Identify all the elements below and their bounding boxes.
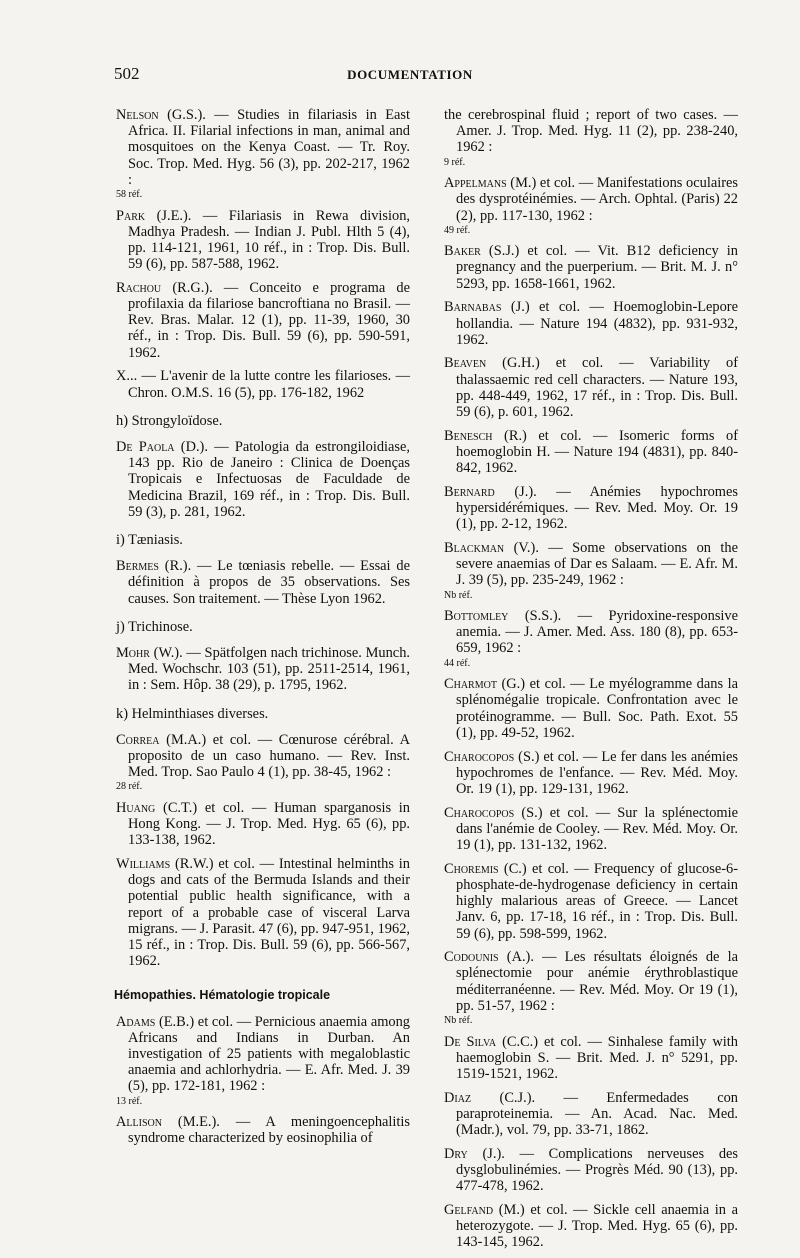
entry-citation: (M.) et col. — Manifestations oculaires des dysprotéinémies. — Arch. Ophtal. (Paris) 22 (2), pp. 117-130, 1962 : xyxy=(456,175,738,224)
entry-citation: (E.B.) et col. — Pernicious anaemia among Africans and Indians in Durban. An investigation of 25 patients with megaloblastic anaemia and achlorhydria. — E. Afr. Med. J. 39 (5), pp. 172-181, 1962 : xyxy=(128,1013,410,1095)
subsection-heading: j) Trichinose. xyxy=(116,618,193,635)
entry-author: Mohr xyxy=(116,644,150,661)
bibliography-entry xyxy=(444,299,738,348)
entry-author: Adams xyxy=(116,1013,156,1030)
entry-citation: (S.) et col. — Sur la splénectomie dans l'anémie de Cooley. — Rev. Méd. Moy. Or. 19 (1), pp. 131-132, 1962. xyxy=(456,804,738,854)
section-heading: Hémopathies. Hématologie tropicale xyxy=(114,988,331,1003)
entry-author: Baker xyxy=(444,243,481,260)
entry-reference-count: 13 réf. xyxy=(116,1095,143,1107)
entry-citation: (A.). — Les résultats éloignés de la splénectomie pour anémie érythroblastique méditerranéenne. — Rev. Méd. Moy. Or 19 (1), pp. 51-57, 1962 : xyxy=(456,949,738,1014)
entry-author: De Paola xyxy=(116,438,175,455)
entry-citation: (C.C.) et col. — Sinhalese family with haemoglobin S. — Brit. Med. J. n° 5291, pp. 1519-1521, 1962. xyxy=(456,1033,739,1082)
entry-citation: the cerebrospinal fluid ; report of two cases. — Amer. J. Trop. Med. Hyg. 11 (2), pp. 238-240, 1962 : xyxy=(444,107,738,156)
entry-reference-count: 28 réf. xyxy=(116,781,143,793)
subsection-heading: i) Tæniasis. xyxy=(116,531,183,548)
entry-citation: (V.). — Some observations on the severe anaemias of Dar es Salaam. — E. Afr. M. J. 39 (5), pp. 235-249, 1962 : xyxy=(456,539,738,589)
entry-author: Gelfand xyxy=(444,1201,494,1218)
bibliography-entry xyxy=(444,243,738,292)
bibliography-entry xyxy=(444,676,738,741)
entry-author: Bottomley xyxy=(444,608,509,625)
page-header xyxy=(110,64,710,88)
entry-citation: (M.E.). — A meningoencephalitis syndrome characterized by eosinophilia of xyxy=(128,1114,410,1147)
bibliography-entry xyxy=(444,1146,738,1195)
subsection-heading: h) Strongyloïdose. xyxy=(116,412,223,429)
bibliography-entry xyxy=(444,608,738,669)
entry-author: Williams xyxy=(116,856,171,873)
entry-author: Park xyxy=(116,207,146,224)
entry-author: Charocopos xyxy=(444,748,515,765)
entry-author: Nelson xyxy=(116,107,159,123)
entry-author: Charocopos xyxy=(444,804,515,821)
entry-reference-count: Nb réf. xyxy=(444,589,473,601)
bibliography-entry xyxy=(444,355,738,420)
entry-author: Huang xyxy=(116,799,156,816)
entry-author: Blackman xyxy=(444,539,505,556)
bibliography-entry xyxy=(116,1014,410,1107)
bibliography-entry xyxy=(444,861,738,942)
entry-citation: (D.). — Patologia da estrongiloidiase, 143 pp. Rio de Janeiro : Clinica de Doenças Tropicais e Infectuosas de Faculdade de Medicina Brazil, 169 réf., in : Trop. Dis. Bull. 59 (3), p. 281, 1962. xyxy=(128,438,410,520)
left-column xyxy=(116,107,410,1154)
entry-citation: (M.A.) et col. — Cœnurose cérébral. A proposito de un caso humano. — Rev. Inst. Med. Trop. Sao Paulo 4 (1), pp. 38-45, 1962 : xyxy=(128,731,410,781)
entry-citation: X... — L'avenir de la lutte contre les filarioses. — Chron. O.M.S. 16 (5), pp. 176-182, 1962 xyxy=(116,368,410,401)
bibliography-entry xyxy=(116,208,410,273)
entry-citation: (J.). — Complications nerveuses des dysglobulinémies. — Progrès Méd. 90 (13), pp. 477-478, 1962. xyxy=(456,1145,738,1195)
entry-citation: (C.T.) et col. — Human sparganosis in Hong Kong. — J. Trop. Med. Hyg. 65 (6), pp. 133-138, 1962. xyxy=(128,799,410,849)
entry-author: Bermes xyxy=(116,558,159,575)
entry-citation: (R.W.) et col. — Intestinal helminths in dogs and cats of the Bermuda Islands and their potential public health significance, with a report of a probable case of visceral Larva migrans. — J. Parasit. 47 (6), pp. 947-951, 1962, 15 réf., in : Trop. Dis. Bull. 59 (6), pp. 566-567, 1962. xyxy=(128,856,410,970)
running-title: DOCUMENTATION xyxy=(347,67,473,82)
bibliography-entry xyxy=(444,749,738,798)
entry-citation: (C.J.). — Enfermedades con paraproteinemia. — An. Acad. Nac. Med. (Madr.), vol. 79, pp. 33-71, 1862. xyxy=(456,1089,738,1139)
bibliography-entry xyxy=(116,645,410,694)
entry-citation: (J.). — Anémies hypochromes hypersidérémiques. — Rev. Med. Moy. Or. 19 (1), pp. 2-12, 1962. xyxy=(456,483,738,533)
entry-citation: (G.) et col. — Le myélogramme dans la splénomégalie tropicale. Confrontation avec le protéinogramme. — Bull. Soc. Path. Exot. 55 (1), pp. 49-52, 1962. xyxy=(456,676,738,741)
entry-reference-count: Nb réf. xyxy=(444,1015,473,1027)
entry-reference-count: 44 réf. xyxy=(444,657,471,669)
entry-citation: (G.H.) et col. — Variability of thalassaemic red cell characters. — Nature 193, pp. 448-449, 1962, 17 réf., in : Trop. Dis. Bull. 59 (6), p. 601, 1962. xyxy=(456,355,738,421)
bibliography-entry xyxy=(116,368,410,400)
bibliography-entry xyxy=(116,800,410,849)
entry-citation: (S.) et col. — Le fer dans les anémies hypochromes de l'enfance. — Rev. Méd. Moy. Or. 19 (1), pp. 129-131, 1962. xyxy=(456,748,738,797)
entry-author: Allison xyxy=(116,1114,162,1131)
bibliography-entry xyxy=(444,107,738,168)
entry-reference-count: 49 réf. xyxy=(444,224,471,236)
entry-citation: (S.J.) et col. — Vit. B12 deficiency in pregnancy and the puerperium. — Brit. M. J. n° 5293, pp. 1658-1661, 1962. xyxy=(456,243,738,292)
entry-author: Codounis xyxy=(444,949,499,966)
bibliography-entry xyxy=(116,107,410,200)
entry-author: Rachou xyxy=(116,279,162,296)
bibliography-entry xyxy=(116,856,410,969)
page-number: 502 xyxy=(114,64,140,83)
bibliography-entry xyxy=(444,175,738,236)
bibliography-entry xyxy=(116,439,410,520)
bibliography-entry xyxy=(116,732,410,793)
entry-citation: (M.) et col. — Sickle cell anaemia in a heterozygote. — J. Trop. Med. Hyg. 65 (6), pp. 143-145, 1962. xyxy=(456,1201,738,1251)
bibliography-entry xyxy=(444,1090,738,1139)
bibliography-entry xyxy=(116,280,410,361)
bibliography-entry xyxy=(444,1034,738,1083)
entry-citation: (C.) et col. — Frequency of glucose-6-phosphate-de-hydrogenase deficiency in certain highly malarious areas of Greece. — Lancet Janv. 6, pp. 17-18, 16 réf., in : Trop. Dis. Bull. 59 (6), pp. 598-599, 1962. xyxy=(456,860,738,942)
bibliography-entry xyxy=(444,1202,738,1251)
bibliography-entry xyxy=(444,484,738,533)
entry-author: Barnabas xyxy=(444,299,502,316)
bibliography-entry xyxy=(444,540,738,601)
entry-author: Charmot xyxy=(444,676,497,693)
right-column xyxy=(444,107,738,1258)
entry-reference-count: 58 réf. xyxy=(116,189,143,201)
entry-author: Diaz xyxy=(444,1089,472,1106)
entry-citation: (J.E.). — Filariasis in Rewa division, Madhya Pradesh. — Indian J. Publ. Hlth 5 (4), pp. 114-121, 1961, 10 réf., in : Trop. Dis. Bull. 59 (6), pp. 587-588, 1962. xyxy=(128,207,410,273)
entry-citation: (R.G.). — Conceito e programa de profilaxia da filariose bancroftiana no Brasil. — Rev. Bras. Malar. 12 (1), pp. 11-39, 1960, 30 réf., in : Trop. Dis. Bull. 59 (6), pp. 590-591, 1962. xyxy=(128,279,410,361)
bibliography-entry xyxy=(116,558,410,607)
bibliography-entry xyxy=(116,1114,410,1146)
entry-author: Bernard xyxy=(444,483,495,500)
bibliography-entry xyxy=(444,805,738,854)
entry-citation: (G.S.). — Studies in filariasis in East Africa. II. Filarial infections in man, animal and mosquitoes on the Kenya Coast. — Tr. Roy. Soc. Trop. Med. Hyg. 56 (3), pp. 202-217, 1962 : xyxy=(128,107,410,188)
bibliography-entry xyxy=(444,949,738,1026)
entry-citation: (R.) et col. — Isomeric forms of hoemoglobin H. — Nature 194 (4831), pp. 840-842, 1962. xyxy=(456,427,738,477)
entry-citation: (W.). — Spätfolgen nach trichinose. Munch. Med. Wochschr. 103 (51), pp. 2511-2514, 1961, in : Sem. Hôp. 38 (29), p. 1795, 1962. xyxy=(128,644,410,694)
entry-author: Choremis xyxy=(444,860,499,877)
entry-citation: (S.S.). — Pyridoxine-responsive anemia. — J. Amer. Med. Ass. 180 (8), pp. 653-659, 1962 : xyxy=(456,608,738,657)
entry-author: Correa xyxy=(116,731,160,748)
entry-author: Appelmans xyxy=(444,175,507,192)
subsection-heading: k) Helminthiases diverses. xyxy=(116,705,269,722)
entry-reference-count: 9 réf. xyxy=(444,156,466,168)
entry-citation: (R.). — Le tœniasis rebelle. — Essai de définition à propos de 35 observations. Ses causes. Son traitement. — Thèse Lyon 1962. xyxy=(128,558,410,607)
bibliography-entry xyxy=(444,428,738,477)
entry-author: Beaven xyxy=(444,355,487,372)
entry-author: Dry xyxy=(444,1145,468,1162)
entry-author: Benesch xyxy=(444,427,493,444)
entry-citation: (J.) et col. — Hoemoglobin-Lepore hollandia. — Nature 194 (4832), pp. 931-932, 1962. xyxy=(456,299,738,348)
entry-author: De Silva xyxy=(444,1033,497,1050)
